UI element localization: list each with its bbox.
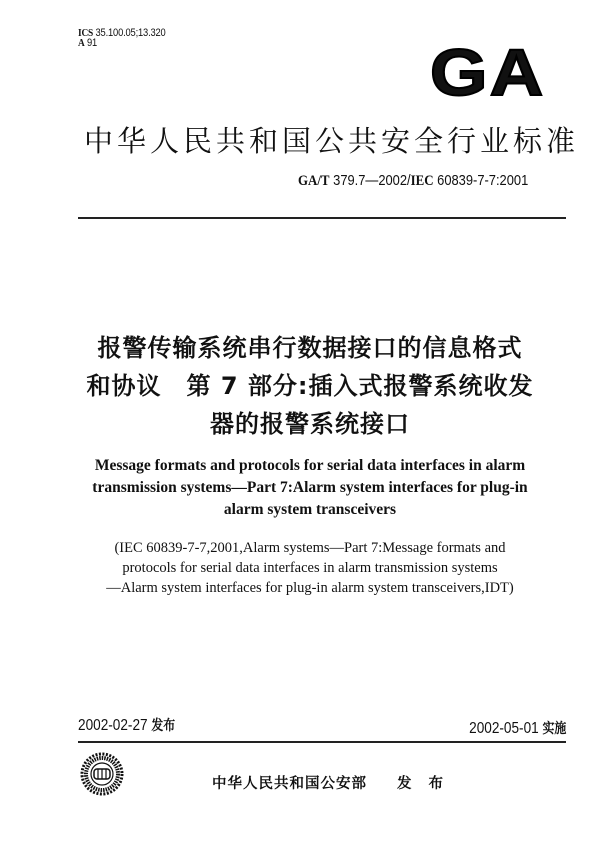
english-title-line: Message formats and protocols for serial data interfaces in alarm xyxy=(94,457,526,474)
ccs-label: A xyxy=(78,37,85,49)
chinese-title-line: 报警传输系统串行数据接口的信息格式 xyxy=(97,334,523,362)
bottom-divider xyxy=(78,741,566,743)
effective-date-label: 实施 xyxy=(542,721,566,737)
chinese-title xyxy=(60,329,560,443)
chinese-title-line: 和协议 第 7 部分:插入式报警系统收发 xyxy=(86,372,534,400)
standard-category-title: 中华人民共和国公共安全行业标准 xyxy=(84,124,580,158)
standard-number xyxy=(298,172,528,190)
equivalence-line: —Alarm system interfaces for plug-in alarm system transceivers,IDT) xyxy=(106,580,514,596)
standard-number-prefix: GA/T xyxy=(298,173,330,189)
ga-logo: GA xyxy=(430,35,546,109)
standard-number-iec-prefix: IEC xyxy=(410,173,434,189)
ics-value: 35.100.05;13.320 xyxy=(95,27,166,39)
effective-date xyxy=(469,720,566,738)
effective-date-value: 2002-05-01 xyxy=(468,720,539,737)
issue-date xyxy=(78,717,175,735)
equivalence-line: (IEC 60839-7-7,2001,Alarm systems—Part 7:Message formats and xyxy=(114,540,506,556)
equivalence-note xyxy=(60,538,560,598)
publisher-name: 中华人民共和国公安部 xyxy=(212,776,367,792)
issue-date-value: 2002-02-27 xyxy=(78,717,148,734)
classification-codes xyxy=(78,28,166,48)
issue-date-label: 发布 xyxy=(151,718,176,734)
top-divider xyxy=(78,217,566,219)
ccs-value: 91 xyxy=(87,37,98,49)
english-title xyxy=(60,455,560,521)
ics-label: ICS xyxy=(78,27,94,39)
english-title-line: transmission systems—Part 7:Alarm system interfaces for plug-in xyxy=(92,479,528,496)
publish-label: 发 布 xyxy=(397,776,450,792)
english-title-line: alarm system transceivers xyxy=(223,501,397,518)
standard-number-iec: 60839-7-7:2001 xyxy=(437,172,529,189)
chinese-title-line: 器的报警系统接口 xyxy=(210,410,410,438)
ministry-emblem-icon xyxy=(80,752,124,796)
ccs-code xyxy=(78,38,166,48)
equivalence-line: protocols for serial data interfaces in alarm transmission systems xyxy=(122,560,498,576)
standard-number-main: 379.7—2002/ xyxy=(333,172,411,189)
